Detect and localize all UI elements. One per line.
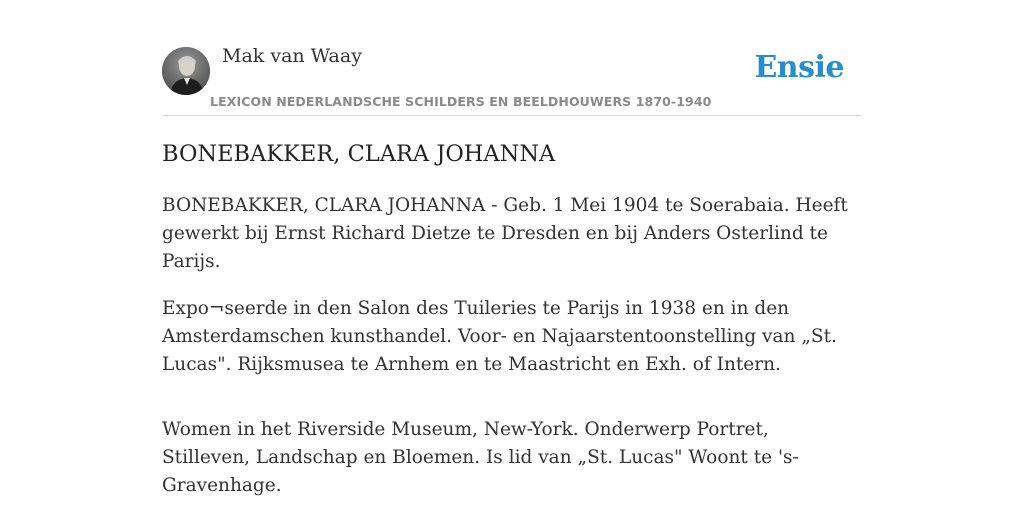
author-avatar[interactable]	[162, 47, 210, 95]
article-paragraph: BONEBAKKER, CLARA JOHANNA - Geb. 1 Mei 1904 te Soerabaia. Heeft gewerkt bij Ernst Richard Dietze te Dresden en bij Anders Osterlind te Parijs.	[162, 195, 848, 272]
author-name-link[interactable]: Mak van Waay	[222, 45, 362, 67]
ensie-logo[interactable]: Ensie	[754, 50, 844, 85]
portrait-icon	[162, 47, 210, 95]
article-paragraph: Women in het Riverside Museum, New-York. Onderwerp Portret, Stilleven, Landschap en Bloemen. Is lid van „St. Lucas" Woont te 's-Gravenhage.	[162, 419, 799, 496]
article-title: BONEBAKKER, CLARA JOHANNA	[162, 141, 556, 167]
header	[162, 0, 862, 116]
source-title-link[interactable]: LEXICON NEDERLANDSCHE SCHILDERS EN BEELDHOUWERS 1870-1940	[210, 94, 712, 109]
article-paragraph: Expo¬seerde in den Salon des Tuileries te Parijs in 1938 en in den Amsterdamschen kunsthandel. Voor- en Najaarstentoonstelling van „St. Lucas". Rijksmusea te Arnhem en te Maastricht en Exh. of Intern.	[162, 298, 837, 375]
page-container	[162, 0, 862, 496]
article-body	[162, 192, 862, 519]
